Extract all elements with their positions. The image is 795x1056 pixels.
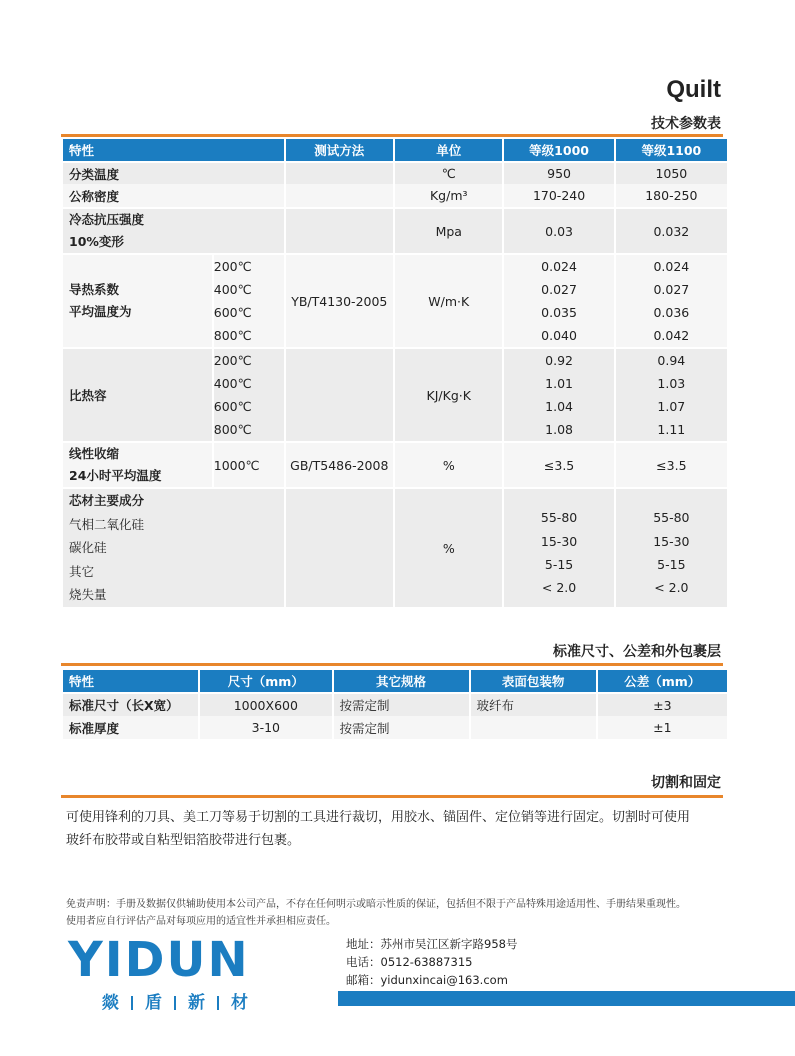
table-row <box>63 716 727 739</box>
row-name-line: 冷态抗压强度 <box>69 212 145 227</box>
grade-1000-cell: 0.03 <box>504 209 613 253</box>
value: 0.94 <box>657 353 686 368</box>
grade-1100-cell: ≤3.5 <box>616 443 727 487</box>
temp-cell <box>214 349 284 441</box>
cutting-heading: 切割和固定 <box>651 775 721 791</box>
header-other-spec: 其它规格 <box>334 670 469 692</box>
unit-cell: KJ/Kg·K <box>395 349 502 441</box>
temp-value: 800℃ <box>213 328 252 343</box>
grade-1000-cell <box>504 349 613 441</box>
temp-value: 400℃ <box>213 376 252 391</box>
header-size: 尺寸（mm） <box>200 670 331 692</box>
table-row <box>63 443 727 487</box>
grade-1000-cell <box>504 255 613 347</box>
value: 1.07 <box>657 399 686 414</box>
value: < 2.0 <box>654 580 689 596</box>
grade-1100-cell: 1050 <box>616 163 727 184</box>
value: 55-80 <box>653 510 690 526</box>
other-spec-cell: 按需定制 <box>334 694 469 716</box>
facing-cell: 玻纤布 <box>471 694 596 716</box>
table-row <box>63 694 727 716</box>
header-test-method: 测试方法 <box>286 139 394 161</box>
value: 0.024 <box>653 259 690 274</box>
row-name <box>63 209 284 253</box>
temp-value: 600℃ <box>213 399 252 414</box>
unit-cell: % <box>395 489 502 607</box>
value: 0.027 <box>653 282 690 297</box>
value: 1.03 <box>657 376 686 391</box>
row-name: 标准厚度 <box>63 716 198 739</box>
table-row <box>63 489 727 607</box>
logo-char: 新 <box>188 993 205 1013</box>
grade-1100-cell: 180-250 <box>616 184 727 207</box>
value: 0.035 <box>541 305 577 320</box>
composition-item: 碳化硅 <box>69 540 107 556</box>
cutting-text-line: 可使用锋利的刀具、美工刀等易于切割的工具进行裁切，用胶水、锚固件、定位销等进行固定。切割时可使用 <box>66 810 691 825</box>
table-row <box>63 184 727 207</box>
grade-1100-cell <box>616 255 727 347</box>
tech-table-header-row <box>63 139 727 161</box>
value: 0.040 <box>541 328 577 343</box>
tolerance-cell: ±1 <box>598 716 727 739</box>
unit-cell: ℃ <box>395 163 502 184</box>
header-tolerance: 公差（mm） <box>598 670 727 692</box>
contact-info <box>346 935 517 989</box>
temp-value: 200℃ <box>213 259 252 274</box>
value: 5-15 <box>657 557 686 572</box>
temp-value: 600℃ <box>213 305 252 320</box>
tech-heading-rule <box>61 134 723 137</box>
grade-1000-cell: 950 <box>504 163 613 184</box>
value: < 2.0 <box>541 580 577 596</box>
row-name: 公称密度 <box>63 184 284 207</box>
value: 0.036 <box>653 305 690 320</box>
logo-chinese-name <box>68 988 250 1013</box>
contact-phone: 电话：0512-63887315 <box>346 955 473 969</box>
row-name <box>63 255 212 347</box>
size-cell: 3-10 <box>200 716 331 739</box>
value: 15-30 <box>653 533 690 549</box>
value: 55-80 <box>540 510 578 526</box>
value: 15-30 <box>540 533 578 549</box>
cutting-text-line: 玻纤布胶带或自粘型铝箔胶带进行包裹。 <box>66 833 301 848</box>
size-cell: 1000X600 <box>200 694 331 716</box>
grade-1100-cell <box>616 489 727 607</box>
size-table <box>61 670 729 739</box>
size-heading-rule <box>61 663 723 666</box>
value: 0.042 <box>653 328 690 343</box>
method-cell: YB/T4130-2005 <box>286 255 394 347</box>
tolerance-cell: ±3 <box>598 694 727 716</box>
value: 1.11 <box>657 422 686 437</box>
composition-item: 烧失量 <box>69 587 107 603</box>
footer-blue-bar <box>338 991 795 1006</box>
tech-params-table <box>61 139 729 607</box>
header-grade-1100: 等级1100 <box>616 139 727 161</box>
value: 1.08 <box>545 422 573 437</box>
grade-1100-cell <box>616 349 727 441</box>
header-grade-1000: 等级1000 <box>504 139 613 161</box>
disclaimer-line: 使用者应自行评估产品对每项应用的适宜性并承担相应责任。 <box>66 916 336 927</box>
row-name: 分类温度 <box>63 163 284 184</box>
composition-cell <box>63 489 284 607</box>
unit-cell: % <box>395 443 502 487</box>
unit-cell: Mpa <box>395 209 502 253</box>
row-name: 标准尺寸（长X宽） <box>63 694 198 716</box>
disclaimer <box>66 896 736 930</box>
header-property: 特性 <box>63 670 198 692</box>
logo-divider <box>174 996 176 1010</box>
temp-value: 400℃ <box>213 282 252 297</box>
temp-value: 200℃ <box>213 353 252 368</box>
header-property: 特性 <box>63 139 284 161</box>
row-name-line: 平均温度为 <box>69 304 132 319</box>
logo-divider <box>131 996 133 1010</box>
composition-item: 气相二氧化硅 <box>69 516 145 532</box>
unit-cell: Kg/m³ <box>395 184 502 207</box>
table-row <box>63 255 727 347</box>
grade-1000-cell <box>504 489 613 607</box>
temp-cell: 1000℃ <box>214 443 284 487</box>
grade-1100-cell: 0.032 <box>616 209 727 253</box>
value: 0.024 <box>541 259 577 274</box>
row-name: 比热容 <box>63 349 212 441</box>
row-name-line: 10%变形 <box>69 234 124 249</box>
table-row <box>63 163 727 184</box>
value: 1.01 <box>545 376 573 391</box>
product-title: Quilt <box>666 76 721 103</box>
size-table-heading: 标准尺寸、公差和外包裹层 <box>553 644 721 660</box>
contact-email: 邮箱：yidunxincai@163.com <box>346 973 508 987</box>
logo-char: 燚 <box>102 993 119 1013</box>
value: 0.92 <box>545 353 573 368</box>
method-cell: GB/T5486-2008 <box>286 443 394 487</box>
row-name-line: 线性收缩 <box>69 446 120 461</box>
value: 0.027 <box>541 282 577 297</box>
row-name-line: 24小时平均温度 <box>69 468 162 483</box>
row-name-line: 导热系数 <box>69 282 120 297</box>
table-row <box>63 209 727 253</box>
tech-table-heading: 技术参数表 <box>651 116 721 132</box>
header-facing: 表面包装物 <box>471 670 596 692</box>
composition-item: 其它 <box>69 563 95 579</box>
cutting-heading-rule <box>61 795 723 798</box>
composition-title: 芯材主要成分 <box>69 493 145 509</box>
table-row <box>63 349 727 441</box>
logo-char: 材 <box>231 993 248 1013</box>
logo-divider <box>217 996 219 1010</box>
row-name <box>63 443 212 487</box>
unit-cell: W/m·K <box>395 255 502 347</box>
grade-1000-cell: ≤3.5 <box>504 443 613 487</box>
grade-1000-cell: 170-240 <box>504 184 613 207</box>
logo-char: 盾 <box>145 993 162 1013</box>
contact-address: 地址：苏州市吴江区新字路958号 <box>346 937 518 951</box>
company-logo <box>68 932 250 1013</box>
logo-wordmark: YIDUN <box>68 932 250 988</box>
temp-cell <box>214 255 284 347</box>
cutting-text <box>66 806 726 852</box>
value: 1.04 <box>545 399 573 414</box>
temp-value: 800℃ <box>213 422 252 437</box>
other-spec-cell: 按需定制 <box>334 716 469 739</box>
disclaimer-line: 免责声明：手册及数据仅供辅助使用本公司产品，不存在任何明示或暗示性质的保证，包括但不限于产品特殊用途适用性、手册结果重现性。 <box>66 899 686 910</box>
size-table-header-row <box>63 670 727 692</box>
header-unit: 单位 <box>395 139 502 161</box>
value: 5-15 <box>544 557 574 572</box>
facing-cell <box>471 716 596 739</box>
